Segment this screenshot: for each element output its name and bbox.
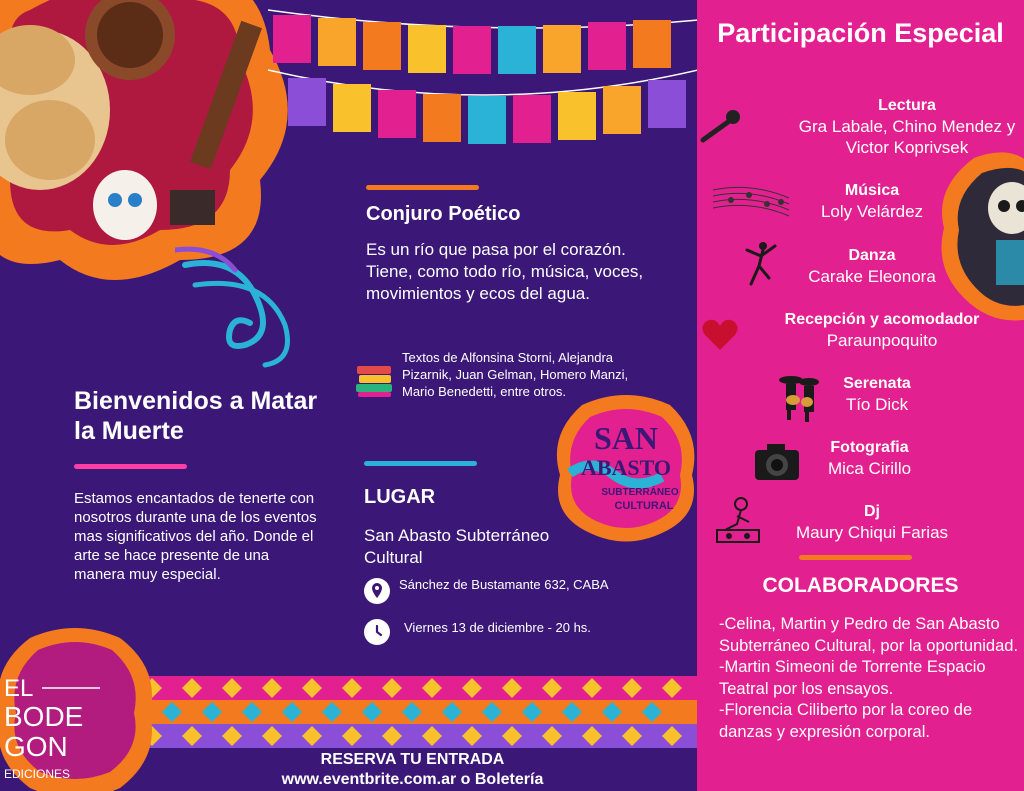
bodegon-logo-line2: BODE: [4, 701, 84, 732]
heart-icon: [701, 318, 739, 352]
colaboradores-divider: [799, 555, 912, 560]
role-name: Lectura: [878, 97, 936, 114]
role-people: Mica Cirillo: [827, 459, 912, 478]
location-pin-icon: [364, 578, 390, 604]
microphone-icon: [699, 108, 743, 144]
bodegon-logo-line4: EDICIONES: [4, 767, 71, 781]
welcome-divider: [74, 464, 187, 469]
welcome-text: Estamos encantados de tenerte con nosotros durante una de los eventos mas significativos del año. Donde el arte se hace presente de una manera muy especial.: [74, 490, 317, 583]
brochure-right-panel: [697, 0, 1024, 791]
reserva-link[interactable]: www.eventbrite.com.ar o Boletería: [281, 771, 544, 788]
conjuro-divider: [366, 185, 479, 190]
role-recepcion: [747, 310, 1017, 351]
welcome-title: Bienvenidos a Matar la Muerte: [74, 387, 318, 445]
clock-icon: [364, 619, 390, 645]
decorative-pattern-band: [130, 676, 697, 748]
role-dj: [772, 502, 972, 543]
role-fotografia: [797, 438, 942, 479]
reserva-title: RESERVA TU ENTRADA: [320, 751, 505, 768]
role-lectura: [797, 96, 1017, 158]
role-people: Gra Labale, Chino Mendez y Victor Koprivsek: [798, 117, 1016, 157]
colaboradores-text: -Celina, Martin y Pedro de San Abasto Subterráneo Cultural, por la oportunidad. -Martin Simeoni de Torrente Espacio Teatral por los ensayos. -Florencia Ciliberto por la coreo de danzas y expresión corporal.: [719, 615, 1019, 741]
conjuro-text: Es un río que pasa por el corazón. Tiene, como todo río, música, voces, movimientos y ecos del agua.: [366, 240, 644, 303]
san-abasto-logo-line1: SAN: [593, 420, 659, 456]
bodegon-logo-line3: GON: [4, 731, 68, 762]
dancer-icon: [743, 240, 779, 290]
role-people: Maury Chiqui Farias: [795, 523, 949, 542]
conjuro-title: Conjuro Poético: [366, 203, 521, 225]
catrina-skull-artwork: [934, 148, 1024, 328]
lugar-venue: San Abasto Subterráneo Cultural: [364, 526, 550, 567]
role-name: Serenata: [843, 375, 911, 392]
dj-icon: [715, 496, 761, 546]
date-text: Viernes 13 de diciembre - 20 hs.: [404, 620, 591, 635]
role-name: Fotografia: [830, 439, 909, 456]
colaboradores-title: COLABORADORES: [762, 574, 959, 597]
lugar-title: LUGAR: [364, 486, 436, 508]
lugar-divider: [364, 461, 477, 466]
role-name: Música: [844, 182, 900, 199]
address-text: Sánchez de Bustamante 632, CABA: [399, 577, 609, 592]
role-people: Carake Eleonora: [808, 267, 936, 286]
mariachi-icon: [777, 372, 821, 422]
role-name: Recepción y acomodador: [784, 311, 980, 328]
role-people: Loly Velárdez: [820, 202, 924, 221]
bodegon-logo-line1: EL: [4, 675, 34, 702]
san-abasto-logo: [552, 395, 697, 543]
role-serenata: [817, 374, 937, 415]
papel-picado-banner: [268, 0, 697, 170]
san-abasto-logo-line3: SUBTERRÁNEO: [601, 487, 679, 498]
participacion-title: Participación Especial: [717, 18, 1004, 48]
camera-icon: [753, 440, 801, 484]
music-notes-icon: [711, 180, 791, 222]
authors-note: Textos de Alfonsina Storni, Alejandra Pizarnik, Juan Gelman, Homero Manzi, Mario Benedetti, entre otros.: [402, 350, 629, 399]
decorative-swirl: [175, 245, 325, 375]
reserva-block: [225, 750, 600, 790]
role-people: Paraunpoquito: [826, 331, 938, 350]
san-abasto-logo-line4: CULTURAL: [614, 500, 674, 512]
role-danza: [797, 246, 947, 287]
role-people: Tío Dick: [845, 395, 909, 414]
role-name: Danza: [848, 247, 896, 264]
san-abasto-logo-line2: ABASTO: [580, 455, 672, 480]
role-musica: [797, 181, 947, 222]
books-icon: [355, 362, 395, 398]
el-bodegon-logo: [0, 628, 160, 791]
role-name: Dj: [864, 503, 880, 520]
